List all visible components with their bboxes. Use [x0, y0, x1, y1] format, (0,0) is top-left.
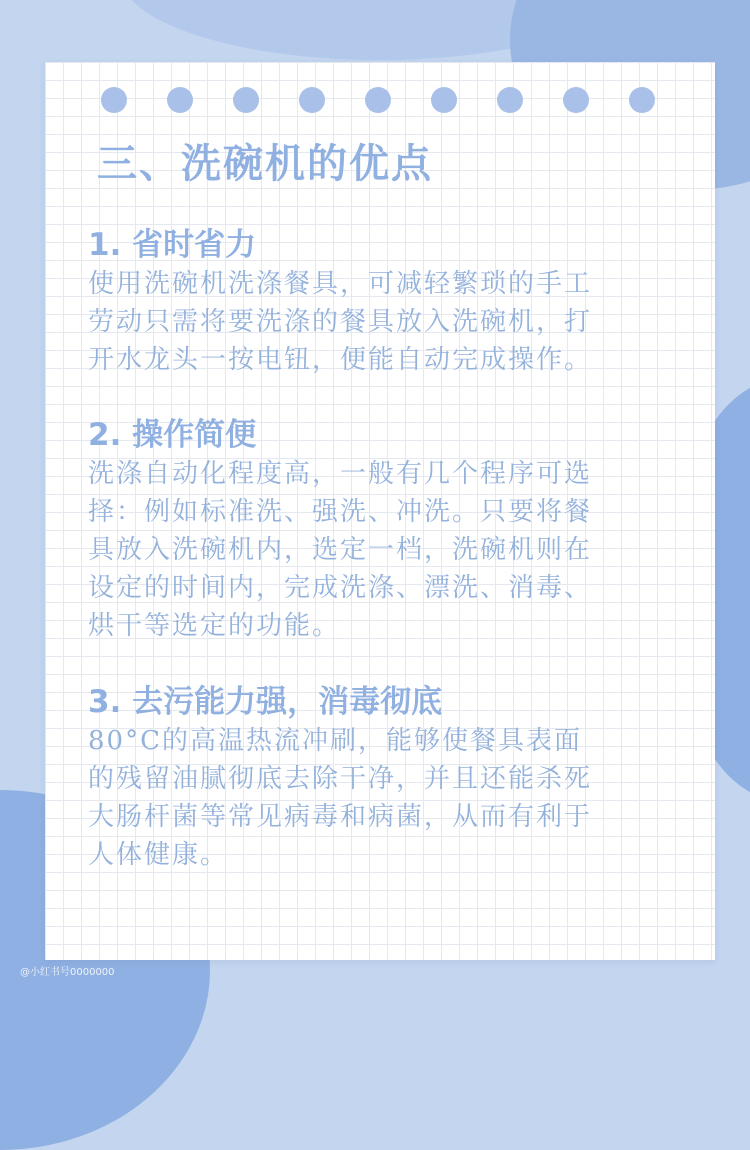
- section-line: 劳动只需将要洗涤的餐具放入洗碗机，打: [88, 307, 593, 337]
- notebook-card: [45, 62, 715, 960]
- section-line: 洗涤自动化程度高，一般有几个程序可选: [88, 459, 593, 489]
- section-line: 设定的时间内，完成洗涤、漂洗、消毒、: [88, 573, 593, 603]
- section-line: 具放入洗碗机内，选定一档，洗碗机则在: [88, 535, 593, 565]
- binder-holes: [101, 87, 655, 113]
- section-line: 人体健康。: [88, 840, 229, 870]
- section-heading: 1. 省时省力: [88, 227, 257, 263]
- section-line: 80°C的高温热流冲刷，能够使餐具表面: [88, 726, 582, 756]
- binder-hole-icon: [101, 87, 127, 113]
- section-strong-cleaning: [88, 682, 698, 874]
- section-line: 烘干等选定的功能。: [88, 611, 341, 641]
- binder-hole-icon: [299, 87, 325, 113]
- binder-hole-icon: [563, 87, 589, 113]
- watermark: @小红书号0000000: [20, 967, 115, 978]
- section-heading: 2. 操作简便: [88, 417, 257, 453]
- section-line: 择：例如标准洗、强洗、冲洗。只要将餐: [88, 497, 593, 527]
- section-line: 开水龙头一按电钮，便能自动完成操作。: [88, 345, 593, 375]
- binder-hole-icon: [365, 87, 391, 113]
- section-line: 大肠杆菌等常见病毒和病菌，从而有利于: [88, 802, 593, 832]
- page-title: 三、洗碗机的优点: [97, 141, 433, 187]
- binder-hole-icon: [167, 87, 193, 113]
- section-easy-operation: [88, 415, 698, 645]
- binder-hole-icon: [497, 87, 523, 113]
- binder-hole-icon: [431, 87, 457, 113]
- section-line: 的残留油腻彻底去除干净，并且还能杀死: [88, 764, 593, 794]
- binder-hole-icon: [629, 87, 655, 113]
- binder-hole-icon: [233, 87, 259, 113]
- section-line: 使用洗碗机洗涤餐具，可减轻繁琐的手工: [88, 269, 593, 299]
- section-heading: 3. 去污能力强，消毒彻底: [88, 684, 443, 720]
- section-time-saving: [88, 225, 698, 379]
